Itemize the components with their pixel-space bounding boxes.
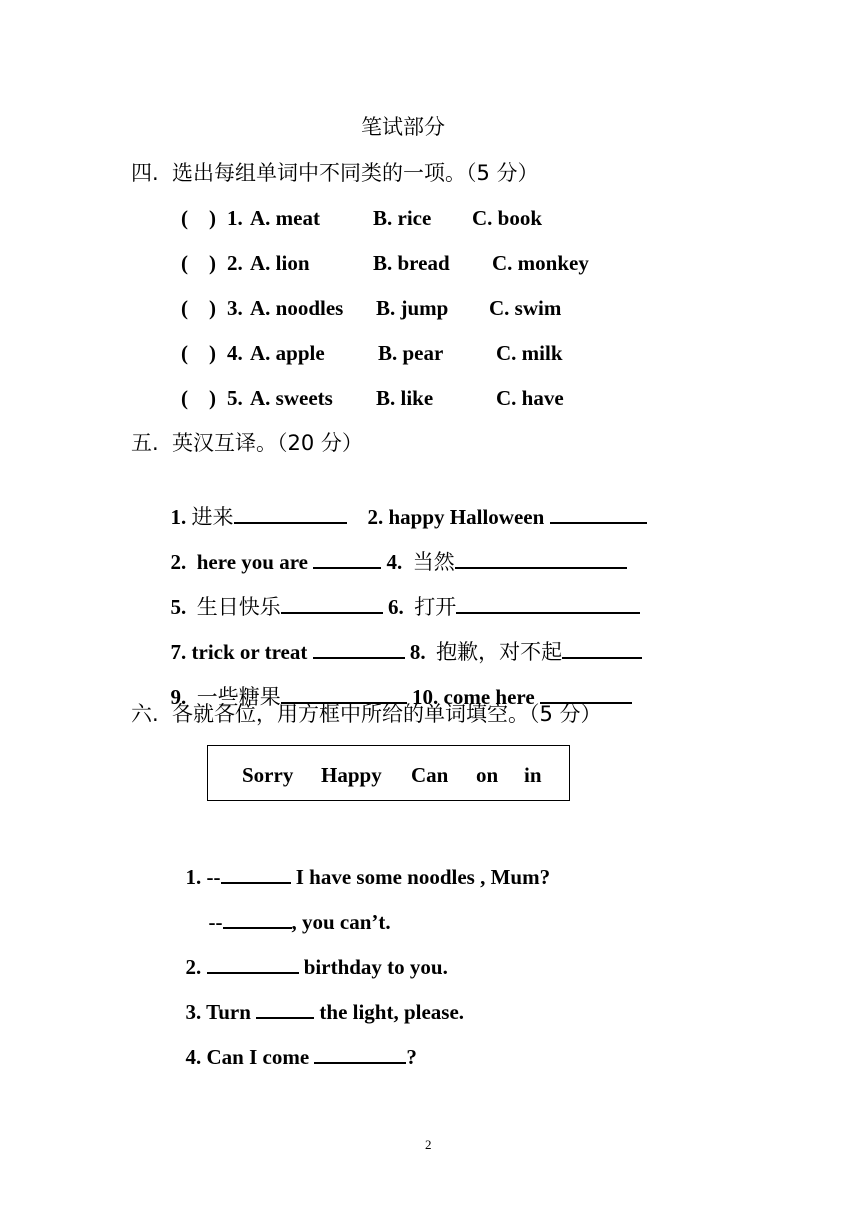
section4-heading: 四. 选出每组单词中不同类的一项。（5 分） (131, 161, 539, 185)
page-title: 笔试部分 (361, 115, 445, 139)
s5-term: here you are (196, 550, 308, 574)
s5-term: 进来 (191, 505, 234, 529)
s4-option-c-5: C. have (496, 386, 564, 410)
s6-text: 2. (185, 955, 207, 979)
s5-num: 4. (386, 550, 403, 574)
s5-num: 10. (412, 685, 439, 709)
s5-term: 打开 (414, 595, 457, 619)
s5-num: 8. (409, 640, 426, 664)
s6-q4 (175, 1016, 417, 1070)
s5-num: 5. (170, 595, 187, 619)
s4-option-c-2: C. monkey (492, 251, 589, 275)
s6-text: 3. Turn (185, 1000, 257, 1024)
s4-option-a-1: A. meat (250, 206, 320, 230)
s4-option-a-5: A. sweets (250, 386, 333, 410)
word-bank-item: Can (411, 763, 449, 787)
s4-option-a-3: A. noodles (250, 296, 344, 320)
s6-text: -- (208, 910, 223, 934)
s4-option-c-4: C. milk (496, 341, 563, 365)
s5-num: 2. (170, 550, 187, 574)
s5-term: trick or treat (191, 640, 308, 664)
s5-num: 9. (170, 685, 187, 709)
s6-text: , you can’t. (291, 910, 391, 934)
s6-text: 1. -- (185, 865, 221, 889)
s6-text: I have some noodles , Mum? (290, 865, 551, 889)
s4-num-2: 2. (227, 251, 243, 275)
s4-option-b-1: B. rice (373, 206, 432, 230)
s4-num-3: 3. (227, 296, 243, 320)
s4-paren-4: ( ) (181, 341, 216, 365)
s4-paren-3: ( ) (181, 296, 216, 320)
section5-heading: 五. 英汉互译。（20 分） (131, 431, 363, 455)
word-bank-item: on (476, 763, 499, 787)
s5-term: 抱歉，对不起 (436, 640, 563, 664)
word-bank-item: Sorry (242, 763, 294, 787)
s4-paren-5: ( ) (181, 386, 216, 410)
section6-heading: 六. 各就各位，用方框中所给的单词填空。（5 分） (131, 702, 602, 726)
s4-paren-1: ( ) (181, 206, 216, 230)
s4-option-b-3: B. jump (376, 296, 449, 320)
s4-paren-2: ( ) (181, 251, 216, 275)
word-bank-item: Happy (321, 763, 382, 787)
s4-num-1: 1. (227, 206, 243, 230)
s6-text: ? (406, 1045, 417, 1069)
s4-option-c-1: C. book (472, 206, 543, 230)
s5-num: 1. (170, 505, 187, 529)
s5-term: 生日快乐 (196, 595, 281, 619)
s4-num-4: 4. (227, 341, 243, 365)
s4-option-b-4: B. pear (378, 341, 444, 365)
s5-term: happy Halloween (388, 505, 545, 529)
s5-num: 2. (367, 505, 384, 529)
s4-num-5: 5. (227, 386, 243, 410)
s4-option-c-3: C. swim (489, 296, 562, 320)
word-bank-item: in (524, 763, 542, 787)
s4-option-a-4: A. apple (250, 341, 325, 365)
page-number: 2 (425, 1137, 432, 1152)
s5-num: 7. (170, 640, 187, 664)
answer-blank[interactable] (314, 1042, 406, 1064)
s5-num: 6. (388, 595, 404, 619)
s6-text: birthday to you. (298, 955, 448, 979)
s4-option-b-5: B. like (376, 386, 434, 410)
s4-option-a-2: A. lion (250, 251, 310, 275)
s6-text: the light, please. (314, 1000, 465, 1024)
s6-text: 4. Can I come (185, 1045, 315, 1069)
s5-term: come here (443, 685, 535, 709)
s5-term: 当然 (412, 550, 455, 574)
word-bank-box (207, 745, 570, 801)
s5-term: 一些糖果 (196, 685, 281, 709)
s4-option-b-2: B. bread (373, 251, 450, 275)
